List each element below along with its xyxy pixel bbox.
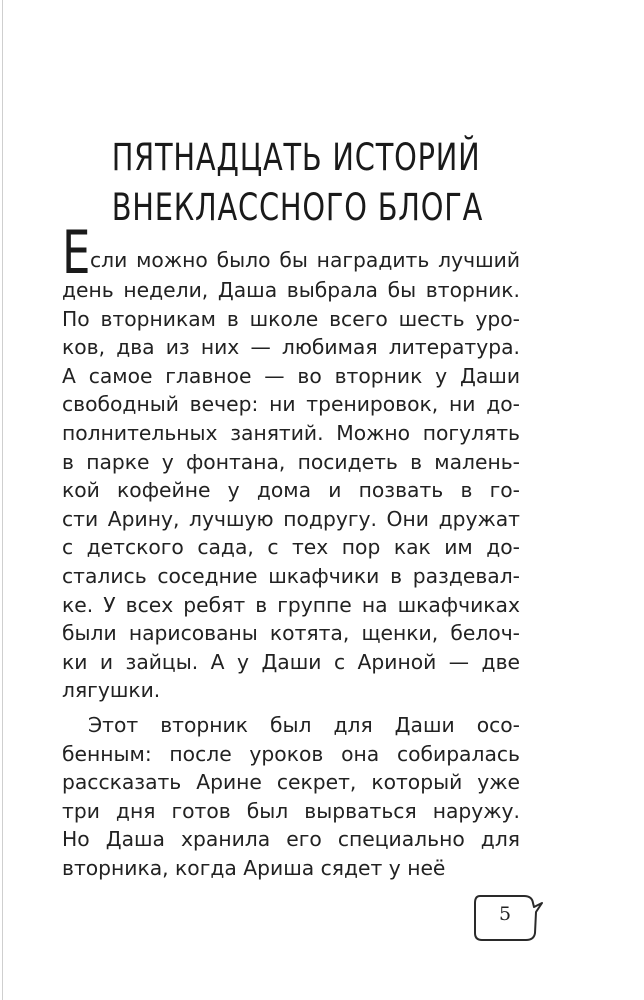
text-line: Но Даша хранила его специально для [62,827,520,852]
page-number-bubble [472,893,544,943]
text-line: были нарисованы котята, щенки, белоч- [62,621,520,646]
text-line: полнительных занятий. Можно погулять [62,420,520,445]
chapter-title-line-1: ПЯТНАДЦАТЬ ИСТОРИЙ [111,136,481,179]
text-line: вторника, когда Ариша сядет у неё [62,855,446,880]
text-line: По вторникам в школе всего шесть уро- [62,306,520,331]
page-number: 5 [498,903,512,925]
text-line: лягушки. [62,678,161,703]
text-line: свободный вечер: ни тренировок, ни до- [62,392,520,417]
text-line: рассказать Арине секрет, который уже [62,770,520,795]
text-line: три дня готов был вырваться наружу. [62,798,520,823]
text-line: кой кофейне у дома и позвать в го- [62,478,520,503]
text-line: стались соседние шкафчики в раздевал- [62,563,520,588]
paragraph-2 [62,711,520,883]
text-line: А самое главное — во вторник у Даши [62,363,520,388]
chapter-title [111,133,484,233]
text-line: в парке у фонтана, посидеть в малень- [62,449,520,474]
text-line: ков, два из них — любимая литература. [62,335,520,360]
first-line-text: сли можно было бы наградить лучший [90,248,520,273]
chapter-title-line-2: ВНЕКЛАССНОГО БЛОГА [111,186,484,229]
text-line: Этот вторник был для Даши осо- [88,712,520,737]
text-line: ке. У всех ребят в группе на шкафчиках [62,592,520,617]
text-line: день недели, Даша выбрала бы вторник. [62,278,520,302]
first-line [62,218,520,288]
text-line: ки и зайцы. А у Даши с Ариной — две [62,649,520,674]
drop-cap: Е [62,218,91,288]
text-line: бенным: после уроков она собиралась [62,741,520,766]
text-line: с детского сада, с тех пор как им до- [62,535,520,560]
text-line: сти Арину, лучшую подругу. Они дружат [62,506,520,531]
body-text [62,218,520,882]
paragraph-1 [62,276,520,705]
